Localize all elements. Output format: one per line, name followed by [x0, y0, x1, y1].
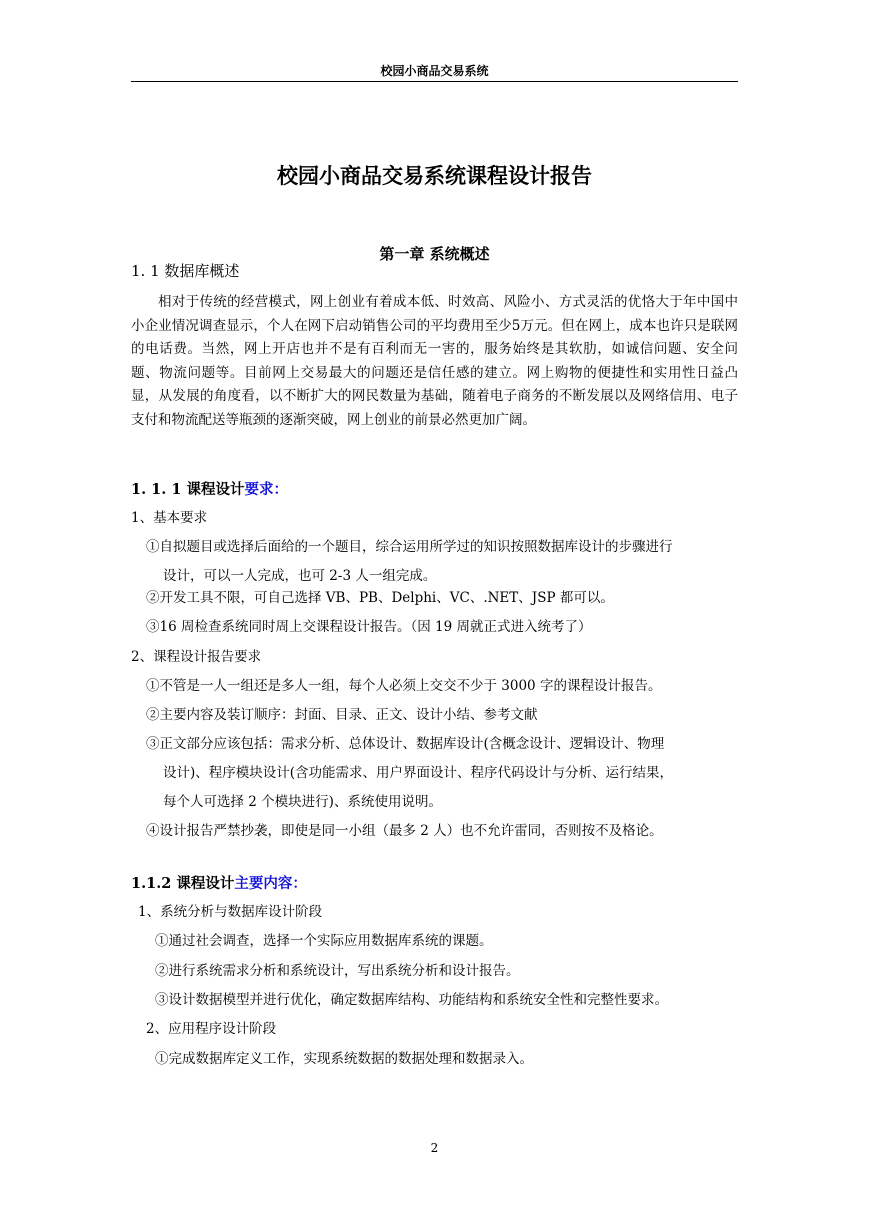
list-item: ①自拟题目或选择后面给的一个题目，综合运用所学过的知识按照数据库设计的步骤进行 [146, 539, 673, 555]
subsection-title-highlight: 主要内容： [234, 875, 307, 892]
report-requirements-heading: 2、课程设计报告要求 [131, 649, 262, 665]
list-item: ①完成数据库定义工作，实现系统数据的数据处理和数据录入。 [155, 1051, 533, 1067]
subsection-number: 1.1.2 [131, 875, 177, 892]
header-divider [131, 81, 738, 82]
list-item: ③16 周检查系统同时周上交课程设计报告。（因 19 周就正式进入统考了） [146, 619, 592, 635]
list-item: ①不管是一人一组还是多人一组，每个人必须上交交不少于 3000 字的课程设计报告。 [146, 678, 662, 694]
page-number: 2 [430, 1141, 439, 1155]
subsection-number: 1. 1. 1 [131, 481, 187, 498]
chapter-heading: 第一章 系统概述 [379, 245, 490, 263]
basic-requirements-heading: 1、基本要求 [131, 510, 208, 526]
subsection-title: 课程设计 [186, 481, 245, 498]
subsection-title-highlight: 要求： [244, 481, 289, 498]
section-heading: 1. 1 数据库概述 [131, 262, 240, 280]
overview-paragraph: 相对于传统的经营模式，网上创业有着成本低、时效高、风险小、方式灵活的优恪大于年中国中小企业情况调查显示，个人在网下启动销售公司的平均费用至少5万元。但在网上，成本也许只是联网的电话费。当然，网上开店也并不是有百利而无一害的，服务始终是其软肋，如诚信问题、安全问题、物流问题等。目前网上交易最大的问题还是信任感的建立。网上购物的便捷性和实用性日益凸显，从发展的角度看，以不断扩大的网民数量为基础，随着电子商务的不断发展以及网络信用、电子支付和物流配送等瓶颈的逐渐突破，网上创业的前景必然更加广阔。 [131, 294, 738, 428]
list-item: ③正文部分应该包括：需求分析、总体设计、数据库设计(含概念设计、逻辑设计、物理 [146, 736, 665, 752]
list-item: ②进行系统需求分析和系统设计，写出系统分析和设计报告。 [155, 963, 520, 979]
subsection-heading-requirements [131, 483, 288, 498]
list-item: ④设计报告严禁抄袭，即使是同一小组（最多 2 人）也不允许雷同，否则按不及格论。 [146, 823, 663, 839]
list-item: ②主要内容及装订顺序：封面、目录、正文、设计小结、参考文献 [146, 707, 538, 723]
list-item-continuation: 每个人可选择 2 个模块进行)、系统使用说明。 [163, 794, 442, 810]
stage-heading: 2、应用程序设计阶段 [146, 1021, 277, 1037]
subsection-title: 课程设计 [176, 875, 235, 892]
list-item: ③设计数据模型并进行优化，确定数据库结构、功能结构和系统安全性和完整性要求。 [155, 992, 668, 1008]
list-item-continuation: 设计，可以一人完成，也可 2-3 人一组完成。 [163, 568, 437, 584]
running-header: 校园小商品交易系统 [380, 64, 489, 78]
list-item: ②开发工具不限，可自己选择 VB、PB、Delphi、VC、.NET、JSP 都可以。 [146, 590, 614, 606]
document-title: 校园小商品交易系统课程设计报告 [277, 164, 592, 188]
list-item: ①通过社会调查，选择一个实际应用数据库系统的课题。 [155, 933, 493, 949]
list-item-continuation: 设计)、程序模块设计(含功能需求、用户界面设计、程序代码设计与分析、运行结果， [163, 765, 674, 781]
subsection-heading-content [131, 877, 307, 892]
stage-heading: 1、系统分析与数据库设计阶段 [138, 904, 323, 920]
